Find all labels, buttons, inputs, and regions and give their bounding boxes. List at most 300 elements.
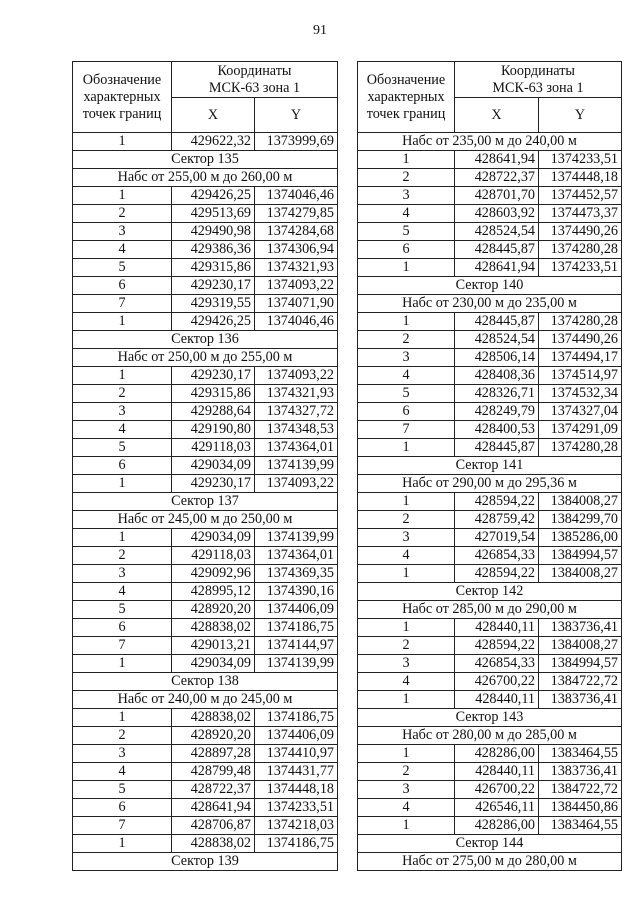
- point-number: 1: [358, 745, 455, 763]
- table-row: [358, 385, 622, 403]
- coordinates-header: [455, 62, 622, 98]
- y-coordinate: 1374144,97: [255, 637, 338, 655]
- table-row: [358, 151, 622, 169]
- table-row: [358, 169, 622, 187]
- x-coordinate: 428995,12: [172, 583, 255, 601]
- y-coordinate: 1374406,09: [255, 601, 338, 619]
- x-coordinate: 428326,71: [455, 385, 539, 403]
- x-coordinate: 428440,11: [455, 691, 539, 709]
- point-number: 1: [358, 565, 455, 583]
- x-coordinate: 428594,22: [455, 637, 539, 655]
- y-coordinate: 1374233,51: [539, 259, 622, 277]
- y-coordinate: 1374473,37: [539, 205, 622, 223]
- y-coordinate: 1374071,90: [255, 295, 338, 313]
- point-number: 1: [73, 835, 172, 853]
- table-row: [73, 583, 338, 601]
- point-number: 2: [73, 727, 172, 745]
- x-coordinate: 428897,28: [172, 745, 255, 763]
- point-number: 1: [73, 367, 172, 385]
- x-coordinate: 428408,36: [455, 367, 539, 385]
- y-coordinate: 1374291,09: [539, 421, 622, 439]
- table-row: [73, 313, 338, 331]
- point-number: 1: [358, 313, 455, 331]
- y-coordinate: 1374139,99: [255, 655, 338, 673]
- y-coordinate: 1374321,93: [255, 259, 338, 277]
- x-coordinate: 429013,21: [172, 637, 255, 655]
- y-coordinate: 1374139,99: [255, 457, 338, 475]
- header-label-line1: Обозначение: [82, 71, 162, 88]
- x-coordinate: 428524,54: [455, 331, 539, 349]
- point-number: 2: [358, 763, 455, 781]
- table-row: [358, 313, 622, 331]
- section-row: [358, 277, 622, 295]
- x-coordinate: 429230,17: [172, 277, 255, 295]
- table-row: [358, 493, 622, 511]
- section-label: Набс от 285,00 м до 290,00 м: [358, 601, 622, 619]
- y-coordinate: 1384008,27: [539, 637, 622, 655]
- table-row: [358, 367, 622, 385]
- y-coordinate: 1374280,28: [539, 313, 622, 331]
- y-coordinate: 1374233,51: [255, 799, 338, 817]
- y-coordinate: 1374186,75: [255, 709, 338, 727]
- table-row: [73, 205, 338, 223]
- table-row: [73, 781, 338, 799]
- point-number: 5: [73, 601, 172, 619]
- table-row: [358, 331, 622, 349]
- section-label: Набс от 275,00 м до 280,00 м: [358, 853, 622, 871]
- header-label-line3: точек границ: [82, 105, 162, 122]
- point-number: 3: [73, 565, 172, 583]
- section-row: [358, 475, 622, 493]
- table-row: [358, 259, 622, 277]
- y-coordinate: 1374046,46: [255, 187, 338, 205]
- table-row: [358, 205, 622, 223]
- point-number: 3: [73, 223, 172, 241]
- x-coordinate: 429092,96: [172, 565, 255, 583]
- x-coordinate: 429622,32: [172, 133, 255, 151]
- point-number: 4: [358, 547, 455, 565]
- section-row: [73, 169, 338, 187]
- y-coordinate: 1374490,26: [539, 223, 622, 241]
- x-coordinate: 428524,54: [455, 223, 539, 241]
- y-coordinate: 1374514,97: [539, 367, 622, 385]
- x-coordinate: 428594,22: [455, 565, 539, 583]
- coord-header-line1: Координаты: [217, 62, 292, 79]
- x-coordinate: 429034,09: [172, 457, 255, 475]
- table-row: [73, 529, 338, 547]
- y-coordinate: 1384994,57: [539, 547, 622, 565]
- point-number: 1: [73, 187, 172, 205]
- table-row: [73, 403, 338, 421]
- x-coordinate: 429288,64: [172, 403, 255, 421]
- table-row: [73, 835, 338, 853]
- table-row: [73, 619, 338, 637]
- x-coordinate: 428722,37: [455, 169, 539, 187]
- x-coordinate: 428920,20: [172, 727, 255, 745]
- section-row: [73, 349, 338, 367]
- x-coordinate: 429386,36: [172, 241, 255, 259]
- section-row: [358, 853, 622, 871]
- x-coordinate: 428759,42: [455, 511, 539, 529]
- y-column-header: Y: [539, 98, 622, 133]
- y-coordinate: 1383736,41: [539, 619, 622, 637]
- coord-header-line2: МСК-63 зона 1: [208, 79, 301, 96]
- point-number: 4: [73, 241, 172, 259]
- header-label-line1: Обозначение: [366, 71, 446, 88]
- table-row: [73, 385, 338, 403]
- point-number: 4: [358, 205, 455, 223]
- table-row: [73, 655, 338, 673]
- y-coordinate: 1374327,04: [539, 403, 622, 421]
- x-coordinate: 428701,70: [455, 187, 539, 205]
- x-coordinate: 429034,09: [172, 655, 255, 673]
- point-number: 7: [73, 637, 172, 655]
- table-row: [358, 745, 622, 763]
- y-coordinate: 1374448,18: [539, 169, 622, 187]
- table-row: [73, 187, 338, 205]
- y-coordinate: 1383736,41: [539, 691, 622, 709]
- section-label: Сектор 141: [358, 457, 622, 475]
- point-number: 2: [358, 637, 455, 655]
- x-coordinate: 428603,92: [455, 205, 539, 223]
- y-coordinate: 1374279,85: [255, 205, 338, 223]
- section-label: Набс от 245,00 м до 250,00 м: [73, 511, 338, 529]
- x-coordinate: 429230,17: [172, 367, 255, 385]
- y-coordinate: 1374369,35: [255, 565, 338, 583]
- y-coordinate: 1374452,57: [539, 187, 622, 205]
- x-coordinate: 428920,20: [172, 601, 255, 619]
- section-row: [73, 511, 338, 529]
- y-coordinate: 1374280,28: [539, 241, 622, 259]
- point-number: 4: [73, 763, 172, 781]
- table-row: [358, 511, 622, 529]
- table-row: [73, 439, 338, 457]
- section-row: [358, 133, 622, 151]
- section-label: Сектор 139: [73, 853, 338, 871]
- point-number: 2: [358, 169, 455, 187]
- y-coordinate: 1384450,86: [539, 799, 622, 817]
- x-column-header: X: [172, 98, 255, 133]
- header-label-line2: характерных: [367, 88, 445, 105]
- x-coordinate: 428838,02: [172, 709, 255, 727]
- x-coordinate: 428445,87: [455, 313, 539, 331]
- point-number: 2: [358, 331, 455, 349]
- y-column-header: Y: [255, 98, 338, 133]
- x-coordinate: 427019,54: [455, 529, 539, 547]
- table-row: [73, 763, 338, 781]
- point-number: 1: [73, 709, 172, 727]
- table-row: [73, 421, 338, 439]
- y-coordinate: 1374431,77: [255, 763, 338, 781]
- x-coordinate: 428722,37: [172, 781, 255, 799]
- x-coordinate: 428440,11: [455, 763, 539, 781]
- point-number: 1: [358, 691, 455, 709]
- point-number: 4: [358, 673, 455, 691]
- y-coordinate: 1374306,94: [255, 241, 338, 259]
- table-row: [73, 367, 338, 385]
- table-row: [358, 637, 622, 655]
- y-coordinate: 1374186,75: [255, 619, 338, 637]
- x-coordinate: 428838,02: [172, 619, 255, 637]
- x-coordinate: 429230,17: [172, 475, 255, 493]
- y-coordinate: 1384299,70: [539, 511, 622, 529]
- y-coordinate: 1374494,17: [539, 349, 622, 367]
- section-row: [358, 457, 622, 475]
- x-coordinate: 429118,03: [172, 547, 255, 565]
- y-coordinate: 1384722,72: [539, 781, 622, 799]
- section-label: Сектор 144: [358, 835, 622, 853]
- table-row: [73, 817, 338, 835]
- section-label: Сектор 137: [73, 493, 338, 511]
- y-coordinate: 1374233,51: [539, 151, 622, 169]
- x-coordinate: 428706,87: [172, 817, 255, 835]
- point-number: 1: [73, 313, 172, 331]
- table-row: [73, 223, 338, 241]
- point-number: 5: [358, 223, 455, 241]
- point-number: 1: [358, 493, 455, 511]
- table-row: [73, 709, 338, 727]
- x-column-header: X: [455, 98, 539, 133]
- y-coordinate: 1374448,18: [255, 781, 338, 799]
- point-number: 4: [73, 421, 172, 439]
- point-number: 2: [73, 385, 172, 403]
- section-row: [358, 727, 622, 745]
- section-label: Набс от 230,00 м до 235,00 м: [358, 295, 622, 313]
- coordinates-table-left: [72, 61, 338, 871]
- table-row: [73, 745, 338, 763]
- table-row: [358, 547, 622, 565]
- section-label: Набс от 255,00 м до 260,00 м: [73, 169, 338, 187]
- table-row: [73, 727, 338, 745]
- point-number: 6: [73, 799, 172, 817]
- x-coordinate: 428440,11: [455, 619, 539, 637]
- header-label-line2: характерных: [83, 88, 161, 105]
- y-coordinate: 1374406,09: [255, 727, 338, 745]
- y-coordinate: 1374093,22: [255, 367, 338, 385]
- x-coordinate: 426700,22: [455, 781, 539, 799]
- table-row: [358, 817, 622, 835]
- section-label: Сектор 138: [73, 673, 338, 691]
- y-coordinate: 1374186,75: [255, 835, 338, 853]
- points-column-header: [358, 62, 455, 133]
- y-coordinate: 1374364,01: [255, 439, 338, 457]
- point-number: 1: [358, 259, 455, 277]
- table-row: [358, 763, 622, 781]
- y-coordinate: 1374280,28: [539, 439, 622, 457]
- point-number: 6: [358, 403, 455, 421]
- table-row: [358, 403, 622, 421]
- point-number: 1: [73, 655, 172, 673]
- section-row: [358, 583, 622, 601]
- section-label: Сектор 140: [358, 277, 622, 295]
- table-row: [358, 349, 622, 367]
- y-coordinate: 1374490,26: [539, 331, 622, 349]
- table-row: [358, 619, 622, 637]
- x-coordinate: 428286,00: [455, 817, 539, 835]
- coord-header-line1: Координаты: [501, 62, 575, 79]
- x-coordinate: 428286,00: [455, 745, 539, 763]
- x-coordinate: 429490,98: [172, 223, 255, 241]
- points-column-header: [73, 62, 172, 133]
- point-number: 4: [73, 583, 172, 601]
- table-row: [73, 241, 338, 259]
- x-coordinate: 428594,22: [455, 493, 539, 511]
- y-coordinate: 1383464,55: [539, 817, 622, 835]
- x-coordinate: 428641,94: [455, 259, 539, 277]
- section-label: Набс от 250,00 м до 255,00 м: [73, 349, 338, 367]
- point-number: 4: [358, 367, 455, 385]
- point-number: 2: [358, 511, 455, 529]
- y-coordinate: 1374218,03: [255, 817, 338, 835]
- y-coordinate: 1374410,97: [255, 745, 338, 763]
- section-label: Набс от 235,00 м до 240,00 м: [358, 133, 622, 151]
- point-number: 3: [358, 349, 455, 367]
- section-label: Сектор 143: [358, 709, 622, 727]
- y-coordinate: 1374284,68: [255, 223, 338, 241]
- y-coordinate: 1374093,22: [255, 277, 338, 295]
- point-number: 7: [358, 421, 455, 439]
- table-row: [358, 781, 622, 799]
- right-table-body: [358, 133, 622, 871]
- table-row: [358, 691, 622, 709]
- y-coordinate: 1374327,72: [255, 403, 338, 421]
- x-coordinate: 428838,02: [172, 835, 255, 853]
- point-number: 1: [358, 151, 455, 169]
- coordinates-header: [172, 62, 338, 98]
- table-row: [358, 529, 622, 547]
- section-label: Сектор 135: [73, 151, 338, 169]
- point-number: 5: [73, 259, 172, 277]
- point-number: 3: [358, 187, 455, 205]
- x-coordinate: 428445,87: [455, 439, 539, 457]
- table-row: [358, 673, 622, 691]
- x-coordinate: 429513,69: [172, 205, 255, 223]
- point-number: 4: [358, 799, 455, 817]
- point-number: 6: [358, 241, 455, 259]
- x-coordinate: 428506,14: [455, 349, 539, 367]
- x-coordinate: 428400,53: [455, 421, 539, 439]
- y-coordinate: 1374532,34: [539, 385, 622, 403]
- y-coordinate: 1374046,46: [255, 313, 338, 331]
- table-row: [73, 565, 338, 583]
- y-coordinate: 1374364,01: [255, 547, 338, 565]
- section-row: [73, 151, 338, 169]
- section-row: [73, 493, 338, 511]
- x-coordinate: 428249,79: [455, 403, 539, 421]
- section-label: Набс от 290,00 м до 295,36 м: [358, 475, 622, 493]
- y-coordinate: 1374321,93: [255, 385, 338, 403]
- point-number: 1: [73, 475, 172, 493]
- point-number: 6: [73, 619, 172, 637]
- y-coordinate: 1385286,00: [539, 529, 622, 547]
- x-coordinate: 426854,33: [455, 547, 539, 565]
- point-number: 3: [73, 403, 172, 421]
- y-coordinate: 1384722,72: [539, 673, 622, 691]
- section-label: Сектор 136: [73, 331, 338, 349]
- section-row: [73, 691, 338, 709]
- table-row: [358, 421, 622, 439]
- y-coordinate: 1384994,57: [539, 655, 622, 673]
- point-number: 5: [73, 781, 172, 799]
- page-number: 91: [313, 23, 327, 38]
- x-coordinate: 429315,86: [172, 259, 255, 277]
- point-number: 3: [358, 781, 455, 799]
- point-number: 5: [358, 385, 455, 403]
- y-coordinate: 1373999,69: [255, 133, 338, 151]
- y-coordinate: 1384008,27: [539, 493, 622, 511]
- table-row: [358, 655, 622, 673]
- section-row: [73, 853, 338, 871]
- y-coordinate: 1384008,27: [539, 565, 622, 583]
- point-number: 2: [73, 547, 172, 565]
- x-coordinate: 429315,86: [172, 385, 255, 403]
- x-coordinate: 429190,80: [172, 421, 255, 439]
- section-label: Набс от 280,00 м до 285,00 м: [358, 727, 622, 745]
- left-table-body: [73, 133, 338, 871]
- section-label: Сектор 142: [358, 583, 622, 601]
- x-coordinate: 428799,48: [172, 763, 255, 781]
- table-row: [73, 295, 338, 313]
- x-coordinate: 426700,22: [455, 673, 539, 691]
- point-number: 7: [73, 295, 172, 313]
- point-number: 1: [73, 529, 172, 547]
- x-coordinate: 428641,94: [172, 799, 255, 817]
- table-row: [358, 439, 622, 457]
- y-coordinate: 1383736,41: [539, 763, 622, 781]
- x-coordinate: 428641,94: [455, 151, 539, 169]
- x-coordinate: 429034,09: [172, 529, 255, 547]
- section-row: [358, 601, 622, 619]
- x-coordinate: 426546,11: [455, 799, 539, 817]
- table-row: [73, 277, 338, 295]
- x-coordinate: 426854,33: [455, 655, 539, 673]
- table-row: [73, 547, 338, 565]
- table-row: [358, 187, 622, 205]
- y-coordinate: 1383464,55: [539, 745, 622, 763]
- point-number: 2: [73, 205, 172, 223]
- coordinates-table-right: [357, 61, 622, 871]
- point-number: 5: [73, 439, 172, 457]
- section-row: [358, 709, 622, 727]
- coord-header-line2: МСК-63 зона 1: [492, 79, 584, 96]
- table-row: [358, 565, 622, 583]
- table-row: [73, 457, 338, 475]
- x-coordinate: 429426,25: [172, 313, 255, 331]
- header-label-line3: точек границ: [366, 105, 446, 122]
- y-coordinate: 1374093,22: [255, 475, 338, 493]
- section-label: Набс от 240,00 м до 245,00 м: [73, 691, 338, 709]
- point-number: 1: [358, 619, 455, 637]
- section-row: [73, 673, 338, 691]
- table-row: [358, 223, 622, 241]
- table-row: [73, 637, 338, 655]
- table-row: [73, 133, 338, 151]
- y-coordinate: 1374348,53: [255, 421, 338, 439]
- point-number: 7: [73, 817, 172, 835]
- point-number: 3: [358, 529, 455, 547]
- point-number: 6: [73, 277, 172, 295]
- y-coordinate: 1374139,99: [255, 529, 338, 547]
- x-coordinate: 429426,25: [172, 187, 255, 205]
- table-row: [73, 475, 338, 493]
- point-number: 3: [358, 655, 455, 673]
- point-number: 1: [358, 439, 455, 457]
- section-row: [358, 295, 622, 313]
- table-row: [73, 601, 338, 619]
- point-number: 3: [73, 745, 172, 763]
- table-row: [358, 799, 622, 817]
- point-number: 1: [358, 817, 455, 835]
